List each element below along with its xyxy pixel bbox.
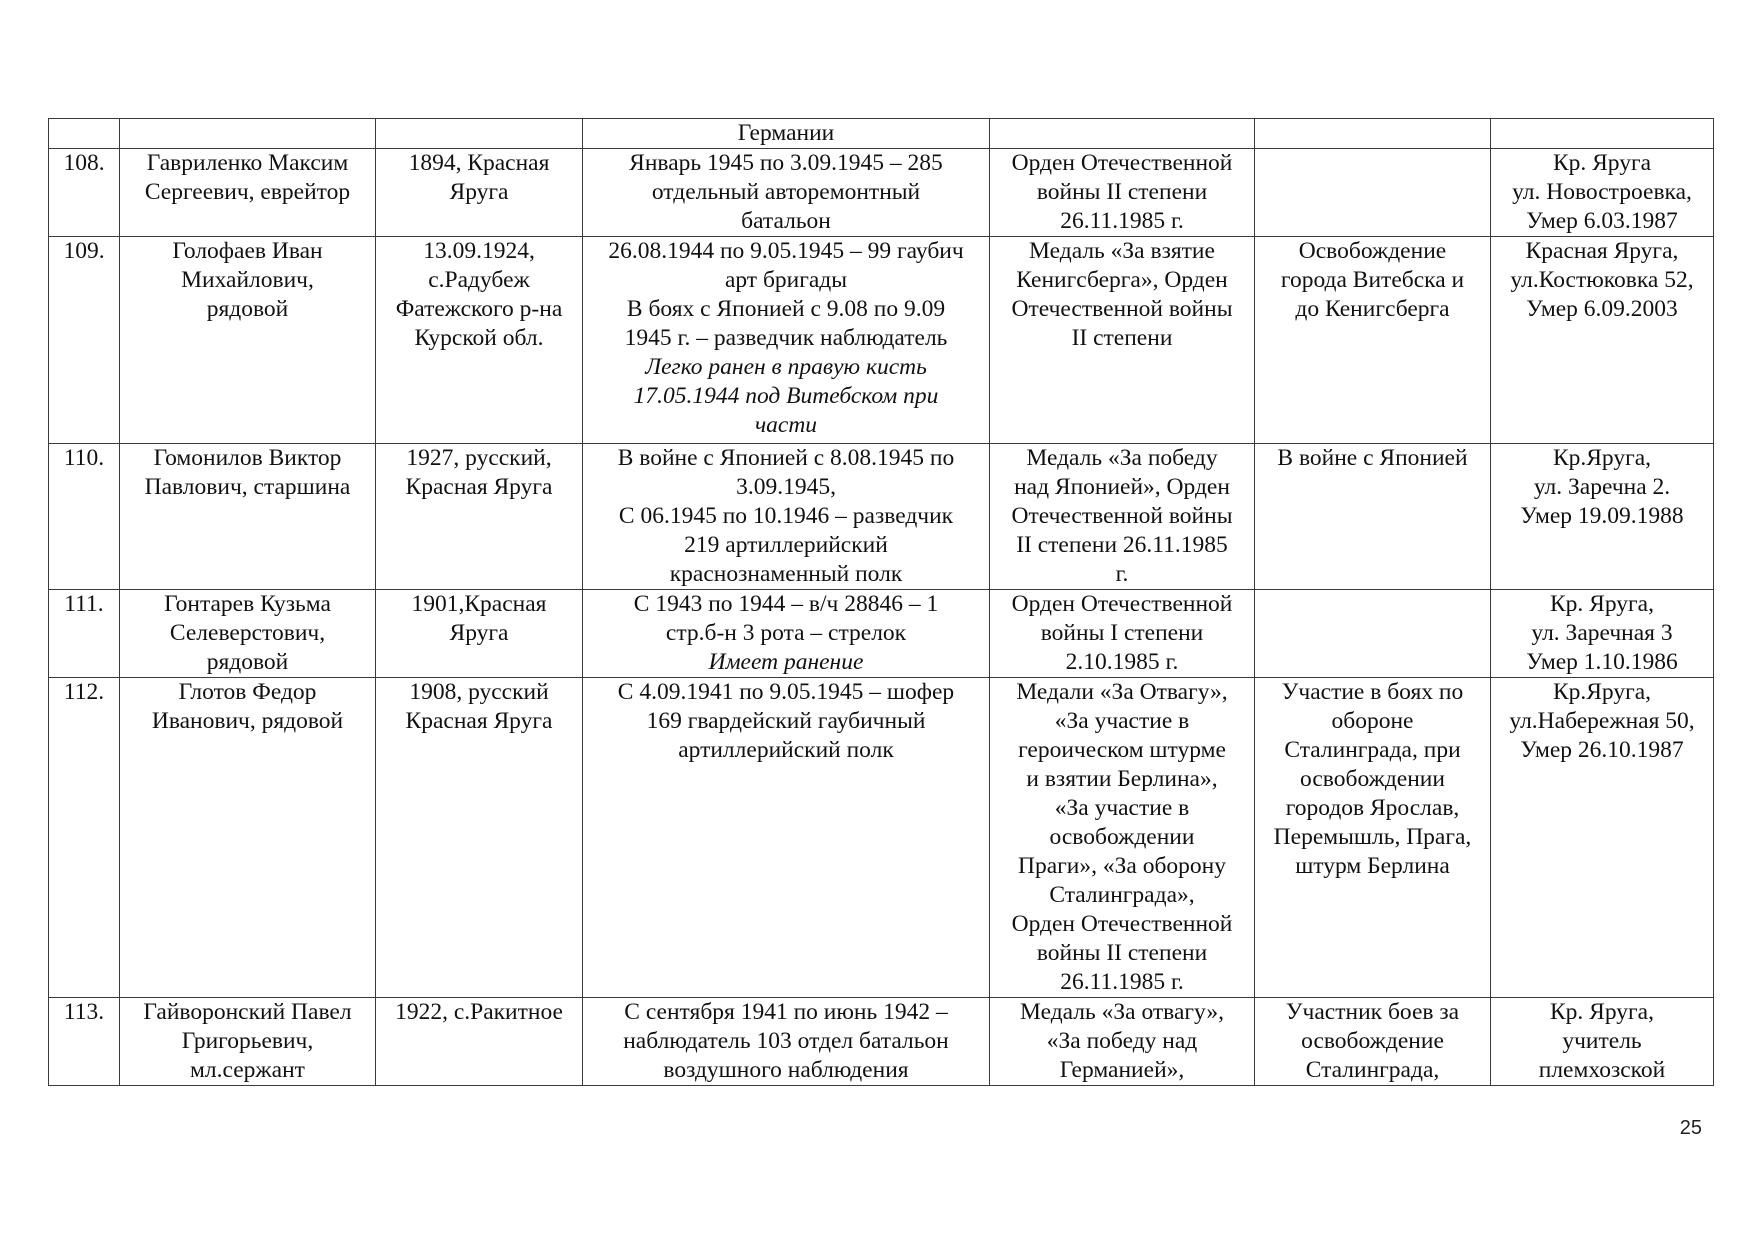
service-record-text: Январь 1945 по 3.09.1945 – 285 отдельный авторемонтный батальон [629,150,943,234]
awards-text: Орден Отечественной войны II степени 26.11.1985 г. [1011,150,1233,234]
veteran-name-text: Гавриленко Максим Сергеевич, еврейтор [144,150,351,205]
birth-info-cell [376,998,583,1086]
table-row [49,149,1714,237]
veteran-name-text: Голофаев Иван Михайлович, рядовой [172,238,323,322]
residence-cell [1491,998,1714,1086]
battles-text: Участие в боях по обороне Сталинграда, при освобождении городов Ярослав, Перемышль, Прага, штурм Берлина [1273,679,1472,879]
table-row [49,998,1714,1086]
table-row [49,237,1714,444]
veterans-table [48,118,1714,1086]
birth-info-text: 1922, с.Ракитное [395,999,563,1025]
battles-cell [1255,998,1491,1086]
veteran-name-text: Гомонилов Виктор Павлович, старшина [144,445,351,500]
service-record-cell [583,590,990,678]
row-number-cell [49,149,120,237]
awards-cell [990,678,1255,998]
veteran-name-text: Гонтарев Кузьма Селеверстович, рядовой [164,591,331,675]
service-record-cell [583,119,990,149]
row-number-text: 112. [63,679,105,705]
awards-text: Медаль «За победу над Японией», Орден Отечественной войны II степени 26.11.1985 г. [1011,445,1233,587]
row-number-text: 108. [63,150,105,176]
residence-text: Кр. Яруга, ул. Заречная 3 Умер 1.10.1986 [1526,591,1678,675]
battles-text: Освобождение города Витебска и до Кенигсберга [1280,238,1465,322]
birth-info-text: 13.09.1924, с.Радубеж Фатежского р-на Курской обл. [395,238,563,351]
battles-text: В войне с Японией [1277,445,1468,471]
row-number-cell [49,590,120,678]
service-record-text: С 1943 по 1944 – в/ч 28846 – 1 стр.б-н 3 рота – стрелок [633,591,939,646]
awards-cell [990,444,1255,590]
birth-info-cell [376,678,583,998]
battles-cell [1255,237,1491,444]
row-number-cell [49,678,120,998]
veteran-name-cell [120,119,376,149]
battles-cell [1255,149,1491,237]
birth-info-cell [376,590,583,678]
service-record-cell [583,678,990,998]
service-record-cell [583,237,990,444]
awards-cell [990,590,1255,678]
row-number-cell [49,998,120,1086]
wound-note: Легко ранен в правую кисть 17.05.1944 под Витебском при части [633,354,939,438]
row-number-cell [49,237,120,444]
awards-text: Орден Отечественной войны I степени 2.10.1985 г. [1011,591,1233,675]
birth-info-cell [376,119,583,149]
table-row [49,444,1714,590]
residence-cell [1491,590,1714,678]
battles-text: Участник боев за освобождение Сталинграда, [1285,999,1460,1083]
residence-cell [1491,119,1714,149]
battles-cell [1255,590,1491,678]
row-number-cell [49,119,120,149]
birth-info-text: 1908, русский Красная Яруга [405,679,553,734]
residence-text: Красная Яруга, ул.Костюковка 52, Умер 6.09.2003 [1510,238,1694,322]
residence-text: Кр. Яруга, учитель племхозской [1538,999,1666,1083]
awards-text: Медаль «За отвагу», «За победу над Германией», [1020,999,1224,1083]
service-record-text: С 4.09.1941 по 9.05.1945 – шофер 169 гвардейский гаубичный артиллерийский полк [617,679,955,763]
residence-cell [1491,678,1714,998]
awards-cell [990,998,1255,1086]
service-record-text: Германии [737,120,835,146]
row-number-text: 111. [64,591,104,617]
birth-info-text: 1894, Красная Яруга [408,150,550,205]
birth-info-text: 1901,Красная Яруга [411,591,547,646]
awards-cell [990,119,1255,149]
battles-cell [1255,678,1491,998]
birth-info-text: 1927, русский, Красная Яруга [405,445,553,500]
veteran-name-cell [120,444,376,590]
veteran-name-text: Глотов Федор Иванович, рядовой [151,679,344,734]
page-number: 25 [1679,1117,1702,1139]
veteran-name-cell [120,590,376,678]
veteran-name-cell [120,998,376,1086]
residence-text: Кр.Яруга, ул. Заречна 2. Умер 19.09.1988 [1520,445,1684,529]
veteran-name-text: Гайворонский Павел Григорьевич, мл.сержант [143,999,352,1083]
service-record-cell [583,149,990,237]
battles-cell [1255,444,1491,590]
residence-cell [1491,237,1714,444]
birth-info-cell [376,237,583,444]
awards-text: Медаль «За взятие Кенигсберга», Орден Отечественной войны II степени [1011,238,1233,351]
service-record-text: В войне с Японией с 8.08.1945 по 3.09.1945, С 06.1945 по 10.1946 – разведчик 219 артиллерийский краснознаменный полк [617,445,955,587]
row-number-text: 109. [63,238,105,264]
residence-cell [1491,149,1714,237]
birth-info-cell [376,149,583,237]
awards-text: Медали «За Отвагу», «За участие в героическом штурме и взятии Берлина», «За участие в освобождении Праги», «За оборону Сталинграда», Орден Отечественной войны II степени 26.11.1985 г. [1011,679,1233,995]
service-record-text: 26.08.1944 по 9.05.1945 – 99 гаубич арт бригады В боях с Японией с 9.08 по 9.09 1945 г. – разведчик наблюдатель [608,238,964,351]
veteran-name-cell [120,678,376,998]
veteran-name-cell [120,149,376,237]
residence-cell [1491,444,1714,590]
table-row [49,590,1714,678]
battles-cell [1255,119,1491,149]
residence-text: Кр.Яруга, ул.Набережная 50, Умер 26.10.1987 [1509,679,1695,763]
table-row [49,119,1714,149]
awards-cell [990,149,1255,237]
birth-info-cell [376,444,583,590]
row-number-text: 113. [63,999,105,1025]
row-number-cell [49,444,120,590]
service-record-cell [583,444,990,590]
residence-text: Кр. Яруга ул. Новостроевка, Умер 6.03.1987 [1512,150,1692,234]
awards-cell [990,237,1255,444]
table-row [49,678,1714,998]
service-record-cell [583,998,990,1086]
service-record-text: С сентября 1941 по июнь 1942 – наблюдатель 103 отдел батальон воздушного наблюдения [623,999,949,1083]
row-number-text: 110. [63,445,105,471]
veteran-name-cell [120,237,376,444]
wound-note: Имеет ранение [708,649,864,675]
